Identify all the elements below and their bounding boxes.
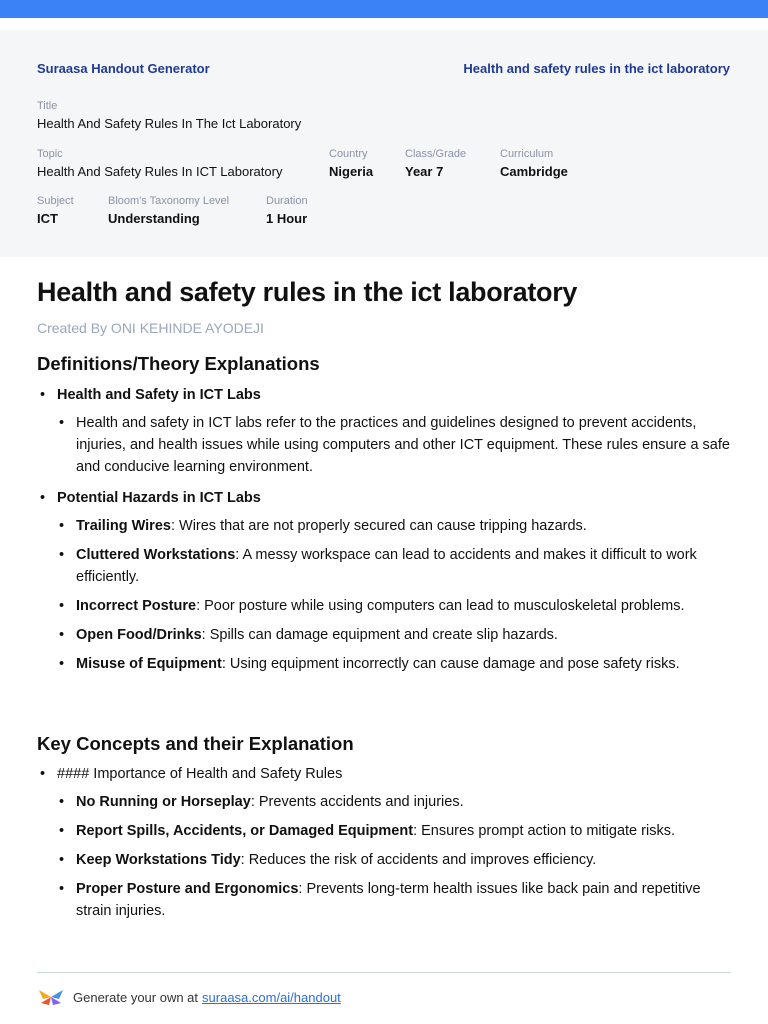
meta-grade [405, 147, 466, 181]
list-item-heading: Potential Hazards in ICT Labs [57, 490, 261, 506]
section-heading-definitions: Definitions/Theory Explanations [37, 353, 320, 374]
meta-value: Nigeria [329, 164, 374, 179]
sub-list [59, 515, 730, 675]
meta-value: Health And Safety Rules In ICT Laboratory [37, 164, 283, 179]
meta-subject [37, 194, 74, 228]
list-item-heading: #### Importance of Health and Safety Rules [57, 766, 343, 782]
key-concepts-list [40, 763, 730, 929]
hazards-list [40, 487, 730, 682]
description: : A messy workspace can lead to accidents and makes it difficult to work efficiently. [76, 547, 697, 585]
meta-country [329, 147, 373, 181]
list-item-heading: Health and Safety in ICT Labs [57, 387, 261, 403]
meta-value: Understanding [108, 211, 200, 226]
section-heading-key-concepts: Key Concepts and their Explanation [37, 733, 354, 754]
term: Cluttered Workstations [76, 547, 236, 563]
description: : Wires that are not properly secured can cause tripping hazards. [170, 518, 587, 534]
suraasa-logo-icon [37, 987, 65, 1007]
term: Misuse of Equipment [76, 656, 222, 672]
sub-list [59, 412, 730, 478]
list-item [59, 515, 730, 537]
footer [37, 987, 341, 1007]
description: : Using equipment incorrectly can cause damage and pose safety risks. [221, 656, 680, 672]
list-item-text: Health and safety in ICT labs refer to the practices and guidelines designed to prevent accidents, injuries, and health issues while using computers and other ICT equipment. These rules ensure a safe and conducive learning environment. [76, 415, 730, 475]
list-item [40, 384, 730, 478]
meta-label: Duration [266, 195, 308, 207]
brand-name: Suraasa Handout Generator [37, 61, 210, 76]
meta-blooms [108, 194, 229, 228]
footer-text: Generate your own at [73, 989, 199, 1005]
term: No Running or Horseplay [76, 794, 251, 810]
list-item [59, 624, 730, 646]
list-item [59, 849, 730, 871]
meta-label: Class/Grade [405, 148, 467, 160]
meta-value: Year 7 [405, 164, 444, 179]
meta-topic [37, 147, 282, 181]
author-line: Created By ONI KEHINDE AYODEJI [37, 320, 264, 336]
meta-label: Bloom's Taxonomy Level [108, 195, 230, 207]
description: : Prevents long-term health issues like back pain and repetitive strain injuries. [76, 881, 701, 919]
footer-divider [37, 972, 731, 973]
meta-label: Topic [37, 148, 63, 160]
description: : Reduces the risk of accidents and improves efficiency. [240, 852, 597, 868]
meta-label: Curriculum [500, 148, 554, 160]
header-handout-title: Health and safety rules in the ict laboratory [463, 61, 730, 76]
top-accent-bar [0, 0, 768, 18]
list-item [59, 412, 730, 478]
list-item [40, 763, 730, 922]
meta-label: Country [329, 148, 368, 160]
page-title: Health and safety rules in the ict laboratory [37, 277, 578, 307]
list-item [59, 544, 730, 588]
meta-title [37, 99, 301, 133]
description: : Prevents accidents and injuries. [250, 794, 464, 810]
description: : Ensures prompt action to mitigate risks. [413, 823, 675, 839]
list-item [59, 820, 730, 842]
meta-value: 1 Hour [266, 211, 308, 226]
list-item [59, 653, 730, 675]
meta-value: ICT [37, 211, 58, 226]
term: Trailing Wires [76, 518, 171, 534]
list-item [59, 791, 730, 813]
list-item [59, 595, 730, 617]
footer-link[interactable]: suraasa.com/ai/handout [202, 989, 341, 1005]
meta-value: Health And Safety Rules In The Ict Laboratory [37, 116, 302, 131]
meta-curriculum [500, 147, 568, 181]
list-item [40, 487, 730, 675]
term: Incorrect Posture [76, 598, 197, 614]
meta-value: Cambridge [500, 164, 568, 179]
description: : Poor posture while using computers can lead to musculoskeletal problems. [196, 598, 685, 614]
meta-label: Title [37, 100, 58, 112]
meta-label: Subject [37, 195, 74, 207]
meta-duration [266, 194, 308, 228]
term: Open Food/Drinks [76, 627, 202, 643]
list-item [59, 878, 730, 922]
term: Proper Posture and Ergonomics [76, 881, 299, 897]
term: Keep Workstations Tidy [76, 852, 241, 868]
term: Report Spills, Accidents, or Damaged Equipment [76, 823, 414, 839]
sub-list [59, 791, 730, 922]
definitions-list [40, 384, 730, 485]
description: : Spills can damage equipment and create slip hazards. [201, 627, 558, 643]
